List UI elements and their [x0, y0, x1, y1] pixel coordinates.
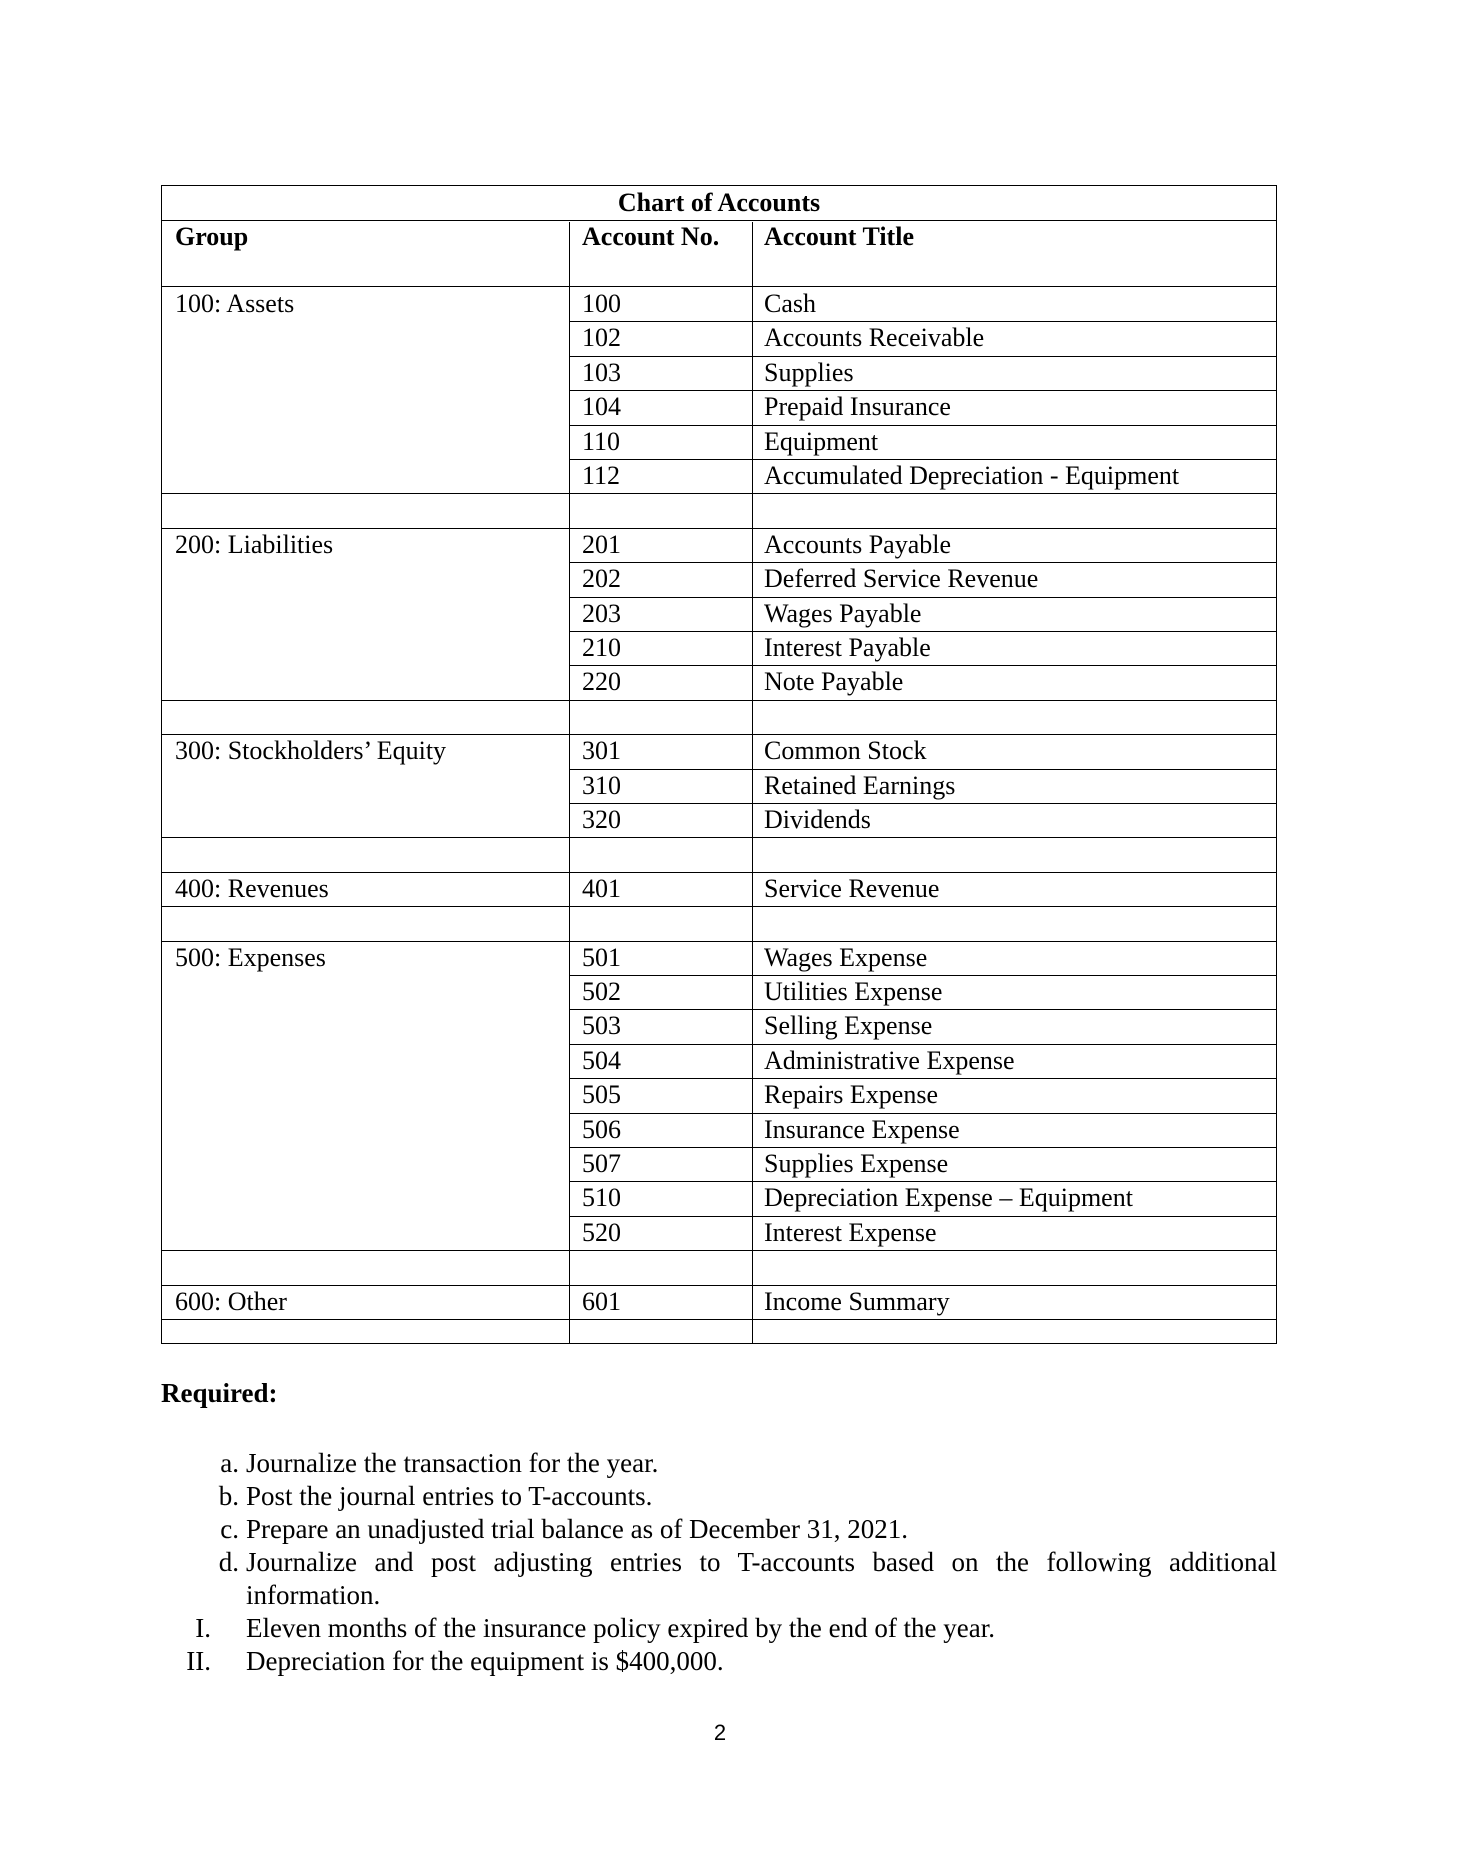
account-no-header: Account No. — [582, 222, 720, 251]
row-line — [569, 597, 1276, 598]
list-marker: c. — [220, 1514, 239, 1544]
required-heading: Required: — [161, 1378, 278, 1408]
account-title: Retained Earnings — [764, 770, 956, 800]
account-number: 201 — [582, 529, 621, 559]
list-text: Depreciation for the equipment is $400,000. — [246, 1646, 724, 1676]
row-line — [569, 1216, 1276, 1217]
account-number: 301 — [582, 736, 621, 766]
list-text: Journalize and post adjusting entries to T-accounts based on the following additional information. — [246, 1547, 1277, 1610]
account-title: Repairs Expense — [764, 1080, 939, 1110]
account-number: 320 — [582, 805, 621, 834]
account-number: 202 — [582, 564, 621, 594]
header-separator — [162, 286, 1276, 287]
row-line — [162, 700, 1276, 701]
row-line — [569, 356, 1276, 357]
spacer-line — [162, 941, 1276, 942]
table-title: Chart of Accounts — [162, 186, 1276, 221]
list-item — [161, 1447, 1277, 1480]
account-title: Wages Expense — [764, 942, 928, 972]
spacer-line — [162, 734, 1276, 735]
list-marker: b. — [218, 1481, 239, 1511]
row-line — [569, 1147, 1276, 1148]
row-line — [569, 425, 1276, 426]
account-title-header: Account Title — [764, 222, 914, 251]
row-line — [569, 390, 1276, 391]
list-item — [161, 1645, 1277, 1678]
group-header: Group — [175, 222, 249, 251]
row-line — [569, 769, 1276, 770]
account-title: Deferred Service Revenue — [764, 564, 1039, 594]
row-line — [162, 1250, 1276, 1251]
row-line — [162, 493, 1276, 494]
account-number: 401 — [582, 873, 621, 903]
account-number: 506 — [582, 1114, 621, 1144]
list-text: Post the journal entries to T-accounts. — [246, 1481, 653, 1511]
account-title: Interest Expense — [764, 1217, 937, 1247]
list-text: Prepare an unadjusted trial balance as of December 31, 2021. — [246, 1514, 908, 1544]
row-line — [569, 1009, 1276, 1010]
list-item — [161, 1480, 1277, 1513]
account-number: 102 — [582, 323, 621, 353]
row-line — [569, 1113, 1276, 1114]
account-number: 100 — [582, 289, 621, 318]
account-title: Supplies Expense — [764, 1149, 949, 1178]
row-line — [569, 631, 1276, 632]
row-line — [569, 459, 1276, 460]
account-number: 112 — [582, 461, 621, 490]
account-title: Accounts Receivable — [764, 323, 985, 353]
account-title: Prepaid Insurance — [764, 392, 951, 422]
account-title: Note Payable — [764, 667, 904, 697]
row-line — [569, 321, 1276, 322]
account-title: Utilities Expense — [764, 977, 943, 1006]
row-line — [162, 1319, 1276, 1320]
group-label: 400: Revenues — [175, 873, 329, 903]
account-number: 501 — [582, 942, 621, 972]
account-number: 310 — [582, 770, 621, 800]
group-label: 600: Other — [175, 1286, 287, 1316]
account-title: Accumulated Depreciation - Equipment — [764, 461, 1180, 490]
row-line — [569, 562, 1276, 563]
account-number: 510 — [582, 1183, 621, 1213]
list-marker: I. — [195, 1613, 211, 1643]
account-number: 504 — [582, 1045, 621, 1075]
account-number: 505 — [582, 1080, 621, 1110]
account-title: Selling Expense — [764, 1011, 933, 1041]
list-marker: a. — [220, 1448, 239, 1478]
account-number: 104 — [582, 392, 621, 422]
row-line — [569, 803, 1276, 804]
row-line — [569, 1181, 1276, 1182]
group-label: 200: Liabilities — [175, 529, 334, 559]
account-number: 220 — [582, 667, 621, 697]
group-label: 300: Stockholders’ Equity — [175, 736, 447, 766]
spacer-line — [162, 1285, 1276, 1286]
account-number: 507 — [582, 1149, 621, 1178]
account-title: Depreciation Expense – Equipment — [764, 1183, 1133, 1213]
row-line — [162, 837, 1276, 838]
list-item — [161, 1546, 1277, 1612]
group-label: 100: Assets — [175, 289, 295, 318]
account-title: Wages Payable — [764, 598, 922, 628]
list-text: Journalize the transaction for the year. — [246, 1448, 659, 1478]
list-marker: d. — [218, 1547, 239, 1577]
group-label: 500: Expenses — [175, 942, 326, 972]
account-title: Interest Payable — [764, 633, 931, 662]
account-title: Cash — [764, 289, 816, 318]
account-number: 210 — [582, 633, 621, 662]
row-line — [569, 1044, 1276, 1045]
account-title: Accounts Payable — [764, 529, 952, 559]
list-marker: II. — [186, 1646, 211, 1676]
account-number: 110 — [582, 426, 621, 456]
required-list — [161, 1447, 1277, 1678]
account-title: Common Stock — [764, 736, 927, 766]
account-number: 103 — [582, 357, 621, 387]
account-number: 601 — [582, 1286, 621, 1316]
page-number: 2 — [713, 1720, 727, 1745]
row-line — [569, 975, 1276, 976]
account-title: Equipment — [764, 426, 879, 456]
chart-of-accounts-table — [161, 185, 1277, 1344]
account-number: 203 — [582, 598, 621, 628]
account-title: Service Revenue — [764, 873, 940, 903]
spacer-line — [162, 872, 1276, 873]
row-line — [569, 665, 1276, 666]
list-item — [161, 1513, 1277, 1546]
account-number: 520 — [582, 1217, 621, 1247]
list-item — [161, 1612, 1277, 1645]
spacer-line — [162, 528, 1276, 529]
account-title: Insurance Expense — [764, 1114, 960, 1144]
account-title: Supplies — [764, 357, 854, 387]
account-title: Income Summary — [764, 1286, 950, 1316]
row-line — [162, 906, 1276, 907]
account-number: 503 — [582, 1011, 621, 1041]
account-title: Administrative Expense — [764, 1045, 1015, 1075]
account-title: Dividends — [764, 805, 871, 834]
account-number: 502 — [582, 977, 621, 1006]
row-line — [569, 1078, 1276, 1079]
list-text: Eleven months of the insurance policy expired by the end of the year. — [246, 1613, 996, 1643]
